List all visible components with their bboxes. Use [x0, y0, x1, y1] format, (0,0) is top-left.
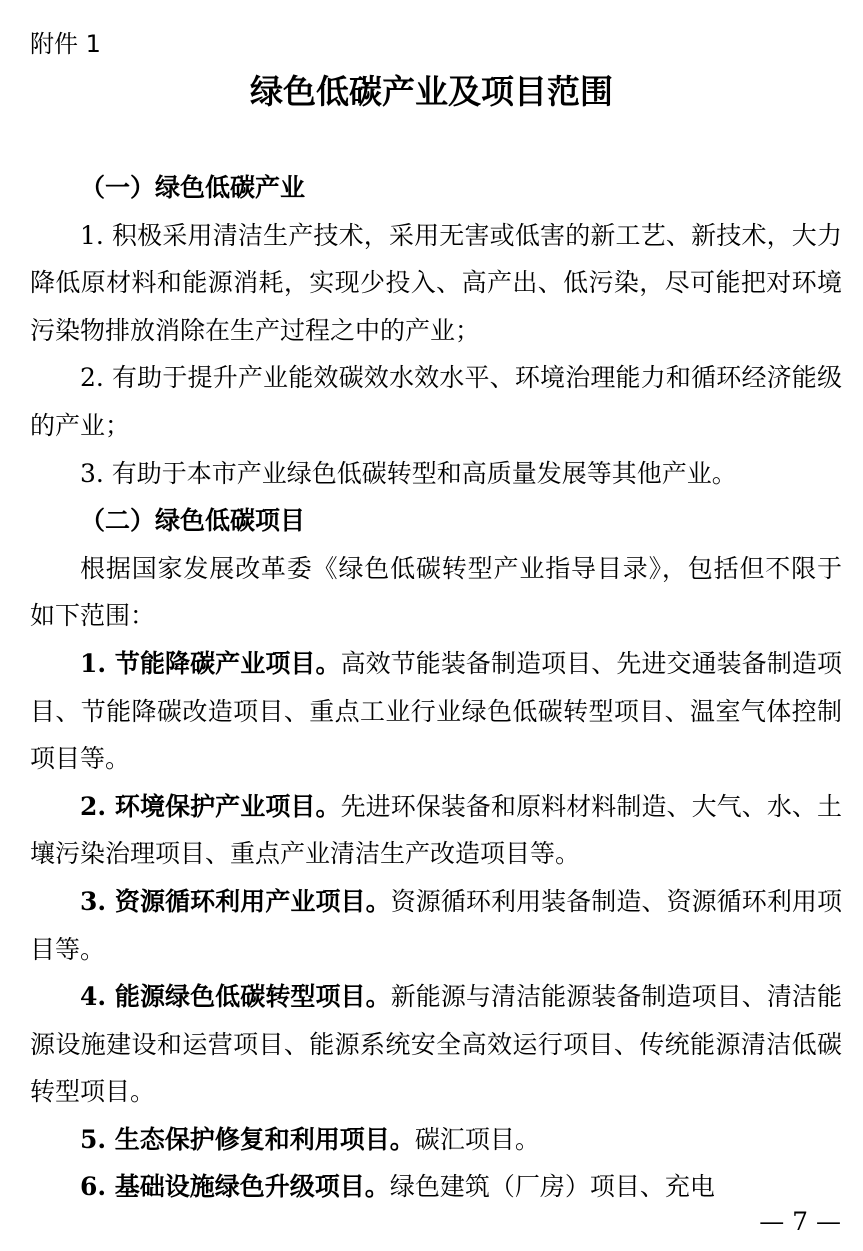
section2-item-3 [30, 878, 842, 973]
attachment-label: 附件 1 [30, 30, 101, 58]
section2-item-5 [30, 1116, 842, 1164]
section-heading-2: （二）绿色低碳项目 [80, 506, 306, 536]
item-label: 5. 生态保护修复和利用项目。 [80, 1124, 415, 1154]
section2-item-6 [30, 1163, 842, 1211]
item-text: 新能源与清洁能源装备制造项目、清洁能源设施建设和运营项目、能源系统安全高效运行项目、传统能源清洁低碳转型项目。 [30, 982, 842, 1107]
section1-item-3: 3. 有助于本市产业绿色低碳转型和高质量发展等其他产业。 [80, 458, 737, 488]
item-text: 高效节能装备制造项目、先进交通装备制造项目、节能降碳改造项目、重点工业行业绿色低碳转型项目、温室气体控制项目等。 [30, 648, 842, 774]
item-text: 资源循环利用装备制造、资源循环利用项目等。 [30, 886, 842, 964]
section2-item-2 [30, 783, 842, 878]
section-heading-1: （一）绿色低碳产业 [80, 173, 306, 202]
item-label: 1. 节能降碳产业项目。 [80, 648, 341, 678]
item-label: 6. 基础设施绿色升级项目。 [80, 1172, 390, 1202]
page-number: — 7 — [759, 1207, 841, 1236]
section2-intro: 根据国家发展改革委《绿色低碳转型产业指导目录》，包括但不限于如下范围： [30, 553, 842, 631]
section1-item-1: 1. 积极采用清洁生产技术，采用无害或低害的新工艺、新技术，大力降低原材料和能源消耗，实现少投入、高产出、低污染，尽可能把对环境污染物排放消除在生产过程之中的产业； [30, 220, 842, 345]
item-text: 碳汇项目。 [414, 1124, 540, 1154]
section2-item-1 [30, 640, 842, 783]
item-label: 4. 能源绿色低碳转型项目。 [80, 982, 391, 1012]
item-label: 3. 资源循环利用产业项目。 [80, 886, 391, 916]
section2-item-4 [30, 973, 842, 1116]
item-label: 2. 环境保护产业项目。 [80, 791, 341, 821]
item-text: 先进环保装备和原料材料制造、大气、水、土壤污染治理项目、重点产业清洁生产改造项目等。 [30, 791, 842, 869]
document-body [30, 164, 842, 1211]
section1-item-2: 2. 有助于提升产业能效碳效水效水平、环境治理能力和循环经济能级的产业； [30, 363, 842, 440]
item-text: 绿色建筑（厂房）项目、充电 [389, 1172, 715, 1202]
document-title: 绿色低碳产业及项目范围 [250, 72, 613, 111]
